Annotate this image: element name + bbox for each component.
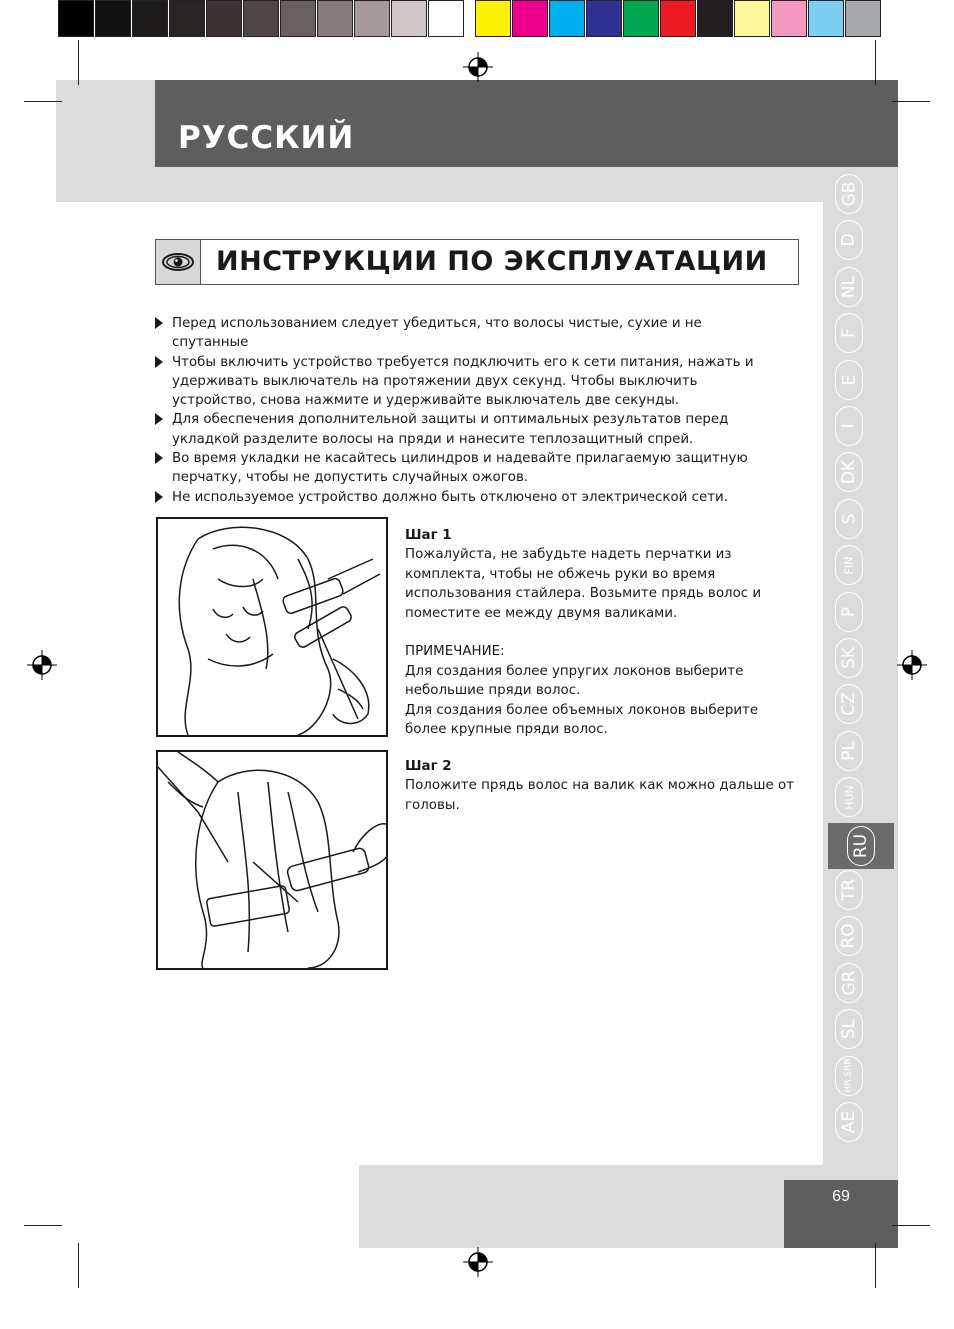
language-tab-label: GR [839,970,859,996]
step1-title: Шаг 1 [405,528,452,543]
bullet-arrow-icon [155,413,163,425]
language-tab-label: E [839,374,859,385]
registration-mark-icon [463,1247,493,1277]
registration-mark-icon [463,52,493,82]
language-tab-outline [835,406,863,446]
step1-text [405,526,795,739]
crop-mark [78,40,79,85]
language-tab-f[interactable] [830,312,868,354]
bullet-arrow-icon [155,452,163,464]
language-tab-outline [835,777,863,817]
crop-mark [892,101,930,102]
step1-note-small: Для создания более упругих локонов выберите небольшие пряди волос. [405,663,744,699]
language-tab-label: CZ [839,692,859,717]
language-tab-outline [835,220,863,260]
language-tab-e[interactable] [830,359,868,401]
step1-illustration [156,517,388,737]
language-tab-i[interactable] [830,405,868,447]
language-tab-ro[interactable] [830,915,868,957]
instruction-list [155,314,775,507]
language-tab-nl[interactable] [830,266,868,308]
language-tab-cz[interactable] [830,683,868,725]
language-tab-label: GB [839,181,859,207]
language-tab-label: SL [838,1019,859,1040]
language-tab-dk[interactable] [830,451,868,493]
color-swatch [512,0,548,37]
color-calibration-bar [58,0,882,39]
language-tab-outline [835,1056,863,1096]
eye-icon [156,240,201,284]
color-swatch [95,0,131,37]
color-swatch [771,0,807,37]
language-tab-fin[interactable] [830,544,868,586]
color-swatch [697,0,733,37]
list-item: Не используемое устройство должно быть отключено от электрической сети. [155,488,775,507]
language-tab-sl[interactable] [830,1008,868,1050]
color-swatch [58,0,94,37]
color-swatch [428,0,464,37]
color-swatch [317,0,353,37]
step1-note-label: ПРИМЕЧАНИЕ: [405,644,505,660]
language-tab-d[interactable] [830,219,868,261]
page-number: 69 [832,1188,850,1205]
bullet-arrow-icon [155,356,163,368]
language-tab-label: PL [838,740,859,761]
language-tab-label: SK [838,647,859,669]
language-tab-ae[interactable] [830,1101,868,1143]
language-tab-label: I [838,423,859,429]
color-swatch [354,0,390,37]
language-tab-ru[interactable] [828,823,894,869]
crop-mark [875,1243,876,1288]
language-tab-label: RO [838,923,859,949]
language-tab-outline [835,545,863,585]
language-tab-hun[interactable] [830,776,868,818]
step2-text [405,757,795,815]
language-tab-outline [835,870,863,910]
language-tab-outline [847,826,875,866]
registration-mark-icon [897,650,927,680]
color-swatch [549,0,585,37]
list-item: Перед использованием следует убедиться, что волосы чистые, сухие и не спутанные [155,314,775,353]
color-swatch [206,0,242,37]
step1-description: Пожалуйста, не забудьте надеть перчатки из комплекта, чтобы не обжечь руки во время использования стайлера. Возьмите прядь волос и поместите ее между двумя валиками. [405,547,762,621]
section-heading [155,239,799,285]
language-tab-outline [835,174,863,214]
crop-mark [875,40,876,85]
registration-mark-icon [27,650,57,680]
language-tab-label: FIN [842,556,856,575]
color-swatch [475,0,511,37]
language-tab-outline [835,638,863,678]
language-tab-label: NL [838,275,859,298]
bullet-arrow-icon [155,317,163,329]
section-title: ИНСТРУКЦИИ ПО ЭКСПЛУАТАЦИИ [216,246,768,277]
page-title: РУССКИЙ [178,120,355,156]
color-swatch [280,0,316,37]
language-tab-sk[interactable] [830,637,868,679]
color-swatch [586,0,622,37]
crop-mark [24,101,62,102]
language-tab-s[interactable] [830,498,868,540]
language-tab-p[interactable] [830,591,868,633]
language-tab-outline [835,313,863,353]
step1-note-large: Для создания более объемных локонов выберите более крупные пряди волос. [405,702,759,738]
color-swatch [734,0,770,37]
step2-illustration [156,750,388,970]
crop-mark [24,1225,62,1226]
language-tab-outline [835,684,863,724]
language-tab-pl[interactable] [830,730,868,772]
language-tab-gb[interactable] [830,173,868,215]
language-tab-outline [835,360,863,400]
color-swatch [660,0,696,37]
language-tab-gr[interactable] [830,962,868,1004]
color-swatch [169,0,205,37]
color-swatch [243,0,279,37]
language-tab-outline [835,1102,863,1142]
color-swatch [132,0,168,37]
language-tab-label: DK [839,460,859,485]
bullet-arrow-icon [155,491,163,503]
language-tab-outline [835,592,863,632]
color-swatch [391,0,427,37]
crop-mark [892,1225,930,1226]
page-number-box [784,1180,898,1248]
language-tab-label: AE [839,1110,859,1134]
step2-title: Шаг 2 [405,759,452,774]
language-tab-label: S [838,513,859,525]
language-tab-hr-srb[interactable] [830,1055,868,1097]
language-tab-outline [835,452,863,492]
language-tab-label: D [839,233,859,247]
language-tab-label: P [838,606,859,617]
language-tab-label: TR [838,878,859,902]
language-tab-outline [835,916,863,956]
language-tab-label: HR SRB [843,1058,854,1093]
language-tab-outline [835,963,863,1003]
language-tab-outline [835,731,863,771]
language-tab-label: RU [850,833,871,858]
list-item: Чтобы включить устройство требуется подключить его к сети питания, нажать и удерживать выключатель на протяжении двух секунд. Чтобы выключить устройство, снова нажмите и удерживайте выключатель две секунды. [155,353,775,411]
language-tab-outline [835,267,863,307]
language-tab-outline [835,499,863,539]
language-tab-outline [835,1009,863,1049]
color-swatch [808,0,844,37]
list-item: Во время укладки не касайтесь цилиндров и надевайте прилагаемую защитную перчатку, чтобы не допустить случайных ожогов. [155,449,775,488]
color-swatch [623,0,659,37]
color-swatch [845,0,881,37]
language-tab-label: HUN [842,784,856,810]
list-item: Для обеспечения дополнительной защиты и оптимальных результатов перед укладкой разделите волосы на пряди и нанесите теплозащитный спрей. [155,410,775,449]
step2-description: Положите прядь волос на валик как можно дальше от головы. [405,778,795,813]
language-tab-tr[interactable] [830,869,868,911]
language-tab-label: F [839,328,859,339]
crop-mark [78,1243,79,1288]
